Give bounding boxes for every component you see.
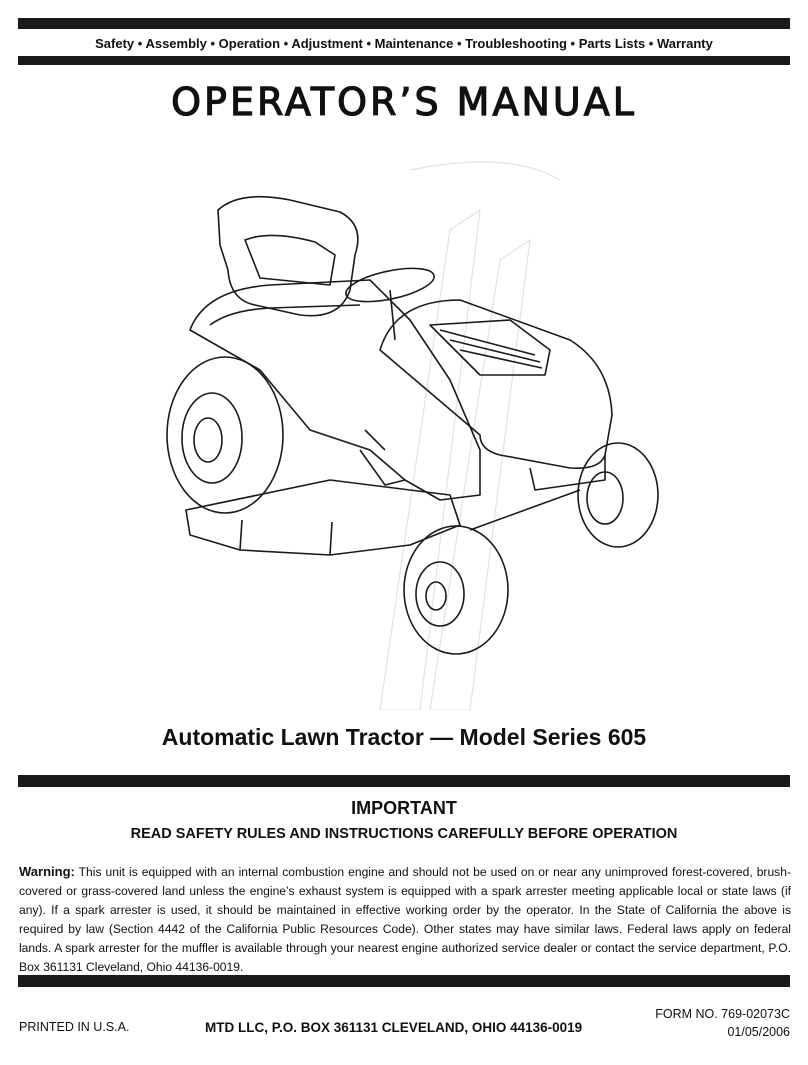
form-date: 01/05/2006 [727, 1025, 790, 1039]
section-list: Safety • Assembly • Operation • Adjustment • Maintenance • Troubleshooting • Parts Lists • Warranty [95, 36, 713, 51]
background-watermark-icon [380, 162, 560, 710]
steering-wheel-icon [343, 262, 437, 308]
rear-wheel [167, 357, 283, 513]
printed-in: PRINTED IN U.S.A. [19, 1020, 130, 1034]
lawn-tractor-illustration [150, 150, 670, 710]
product-subtitle: Automatic Lawn Tractor — Model Series 605 [161, 724, 647, 750]
top-rule [18, 18, 790, 29]
header-rule [18, 56, 790, 65]
front-wheel-right [578, 443, 658, 547]
notice-rule-top [18, 775, 790, 787]
hood [380, 300, 612, 468]
form-number: FORM NO. 769-02073C [655, 1007, 790, 1021]
seat-icon [218, 197, 358, 316]
page-title: OPERATOR’S MANUAL [171, 80, 637, 124]
form-info [655, 1005, 790, 1041]
mower-deck [186, 480, 460, 555]
important-heading: IMPORTANT [351, 798, 457, 818]
company-address: MTD LLC, P.O. BOX 361131 CLEVELAND, OHIO 44136-0019 [205, 1020, 583, 1035]
safety-instruction-heading: READ SAFETY RULES AND INSTRUCTIONS CAREFULLY BEFORE OPERATION [130, 826, 678, 842]
warning-paragraph [19, 862, 791, 977]
warning-label: Warning: [19, 864, 75, 879]
warning-text: This unit is equipped with an internal combustion engine and should not be used on or near any unimproved forest-covered, brush-covered or grass-covered land unless the engine’s exhaust system is equipped with a spark arrester meeting applicable local or state laws (if any). If a spark arrester is used, it should be maintained in effective working order by the operator. In the State of California the above is required by law (Section 4442 of the California Public Resources Code). Other states may have similar laws. Federal laws apply on federal lands. A spark arrester for the muffler is available through your nearest engine authorized service dealer or contact the service department, P.O. Box 361131 Cleveland, Ohio 44136-0019. [19, 865, 791, 974]
notice-rule-bottom [18, 975, 790, 987]
